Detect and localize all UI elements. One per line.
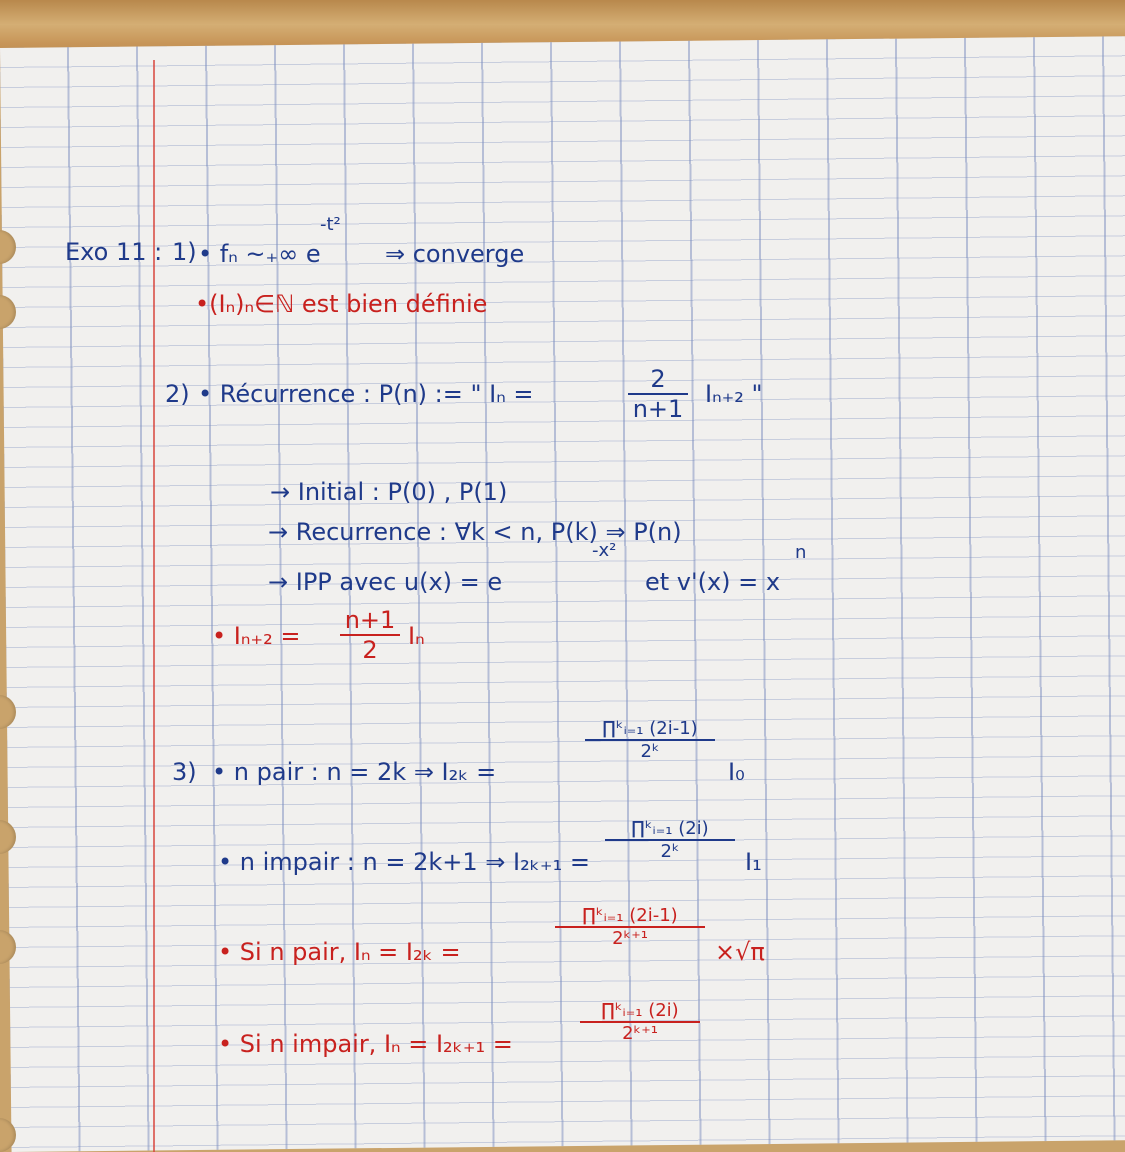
result-fraction — [340, 606, 400, 664]
fraction-denominator: 2ᵏ⁺¹ — [612, 928, 648, 949]
even-formula-fraction — [555, 905, 705, 949]
fraction-denominator: 2 — [362, 636, 378, 664]
odd-formula: • Si n impair, Iₙ = I₂ₖ₊₁ = — [218, 1030, 513, 1058]
part-1-exponent: -t² — [320, 214, 341, 235]
part-2-number: 2) — [165, 380, 190, 408]
ipp-derivative-exponent: n — [795, 542, 807, 563]
part-1-defined: •(Iₙ)ₙ∈ℕ est bien définie — [195, 290, 488, 318]
odd-case-tail: I₁ — [745, 848, 762, 876]
fraction-numerator: ∏ᵏᵢ₌₁ (2i) — [601, 1000, 679, 1021]
fraction-numerator: ∏ᵏᵢ₌₁ (2i) — [631, 818, 709, 839]
fraction-denominator: n+1 — [632, 395, 684, 423]
notebook-page — [0, 36, 1125, 1152]
odd-fraction — [605, 818, 735, 862]
recurrence-result: • Iₙ₊₂ = — [212, 622, 301, 650]
fraction-denominator: 2ᵏ⁺¹ — [622, 1023, 658, 1044]
fraction-numerator: n+1 — [344, 606, 396, 634]
fraction-numerator: ∏ᵏᵢ₌₁ (2i-1) — [582, 905, 678, 926]
ipp-step-derivative: et v'(x) = x — [645, 568, 781, 596]
exercise-title: Exo 11 : — [65, 238, 163, 266]
recurrence-statement: • Récurrence : P(n) := " Iₙ = — [198, 380, 534, 408]
even-case: • n pair : n = 2k ⇒ I₂ₖ = — [212, 758, 497, 786]
fraction-denominator: 2ᵏ — [660, 841, 680, 862]
recurrence-result-tail: Iₙ — [408, 622, 425, 650]
part-1-number: 1) — [172, 238, 197, 266]
initial-step: → Initial : P(0) , P(1) — [270, 478, 508, 506]
odd-formula-fraction — [580, 1000, 700, 1044]
odd-case: • n impair : n = 2k+1 ⇒ I₂ₖ₊₁ = — [218, 848, 590, 876]
part-3-number: 3) — [172, 758, 197, 786]
recurrence-fraction — [628, 365, 688, 423]
fraction-numerator: ∏ᵏᵢ₌₁ (2i-1) — [602, 718, 698, 739]
ipp-exponent: -x² — [592, 540, 617, 561]
fraction-denominator: 2ᵏ — [640, 741, 660, 762]
ipp-step: → IPP avec u(x) = e — [268, 568, 503, 596]
margin-line — [153, 60, 155, 1152]
recurrence-tail: Iₙ₊₂ " — [705, 380, 763, 408]
even-case-tail: I₀ — [728, 758, 745, 786]
even-formula-tail: ×√π — [715, 938, 765, 966]
recurrence-step: → Recurrence : ∀k < n, P(k) ⇒ P(n) — [268, 518, 682, 546]
even-fraction — [585, 718, 715, 762]
part-1-converge: ⇒ converge — [385, 240, 525, 268]
part-1-equivalent: • fₙ ~₊∞ e — [198, 240, 321, 268]
even-formula: • Si n pair, Iₙ = I₂ₖ = — [218, 938, 461, 966]
fraction-numerator: 2 — [650, 365, 666, 393]
